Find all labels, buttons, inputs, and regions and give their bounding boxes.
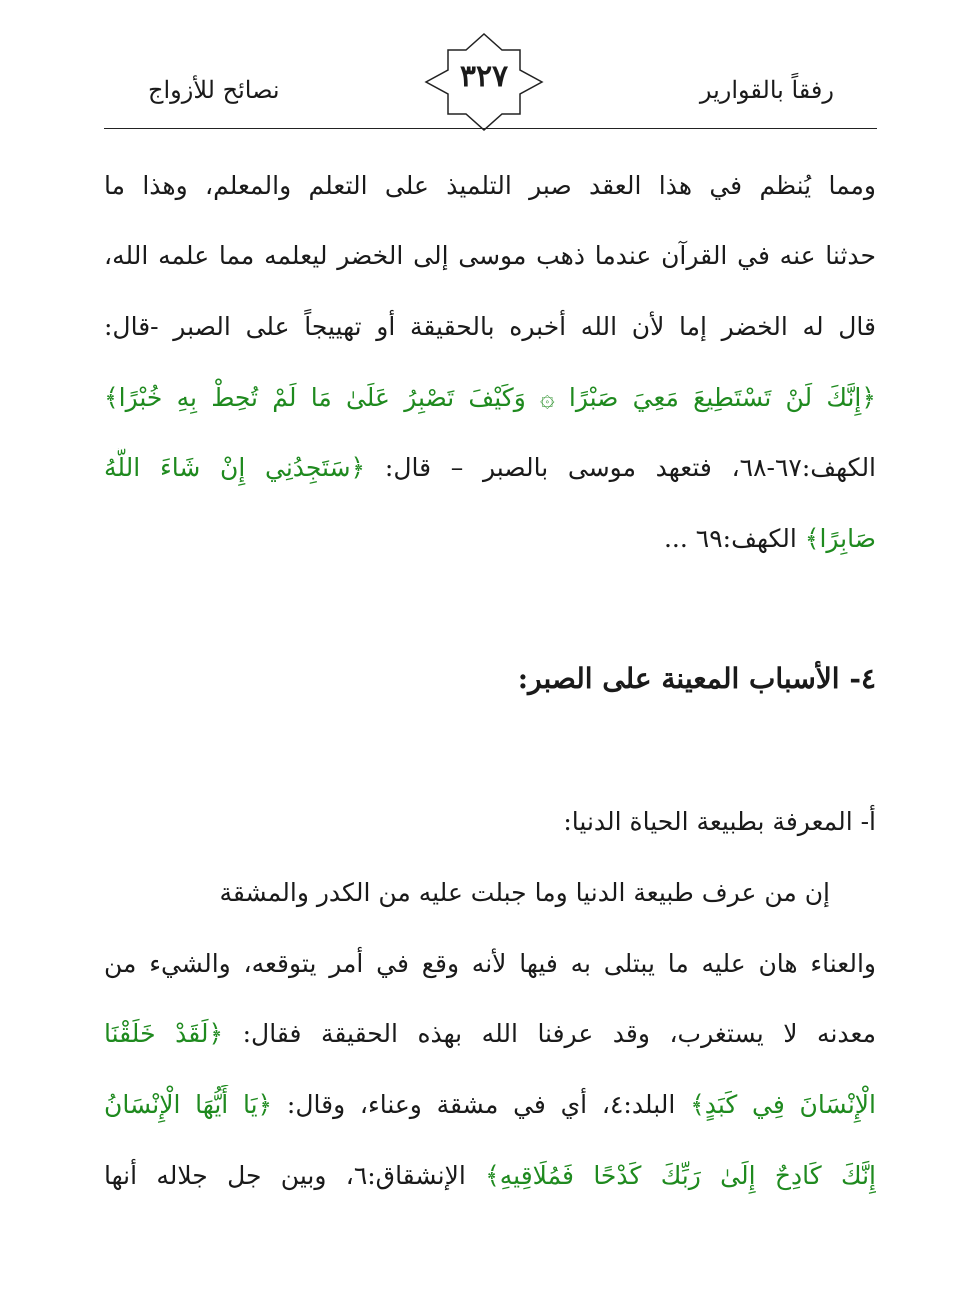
quran-verse: ﴿يَا أَيُّهَا الْإِنْسَانُ	[104, 1090, 273, 1119]
paragraph-line	[104, 519, 876, 559]
header-divider	[104, 128, 877, 129]
paragraph-line: إن من عرف طبيعة الدنيا وما جبلت عليه من الكدر والمشقة	[219, 878, 830, 907]
quran-verse-line: ﴿إِنَّكَ لَنْ تَسْتَطِيعَ مَعِيَ صَبْرًا ۞ وَكَيْفَ تَصْبِرُ عَلَىٰ مَا لَمْ تُحِطْ بِهِ خُبْرًا﴾	[104, 383, 876, 412]
page-number: ٣٢٧	[459, 59, 509, 94]
paragraph-text: معدنه لا يستغرب، وقد عرفنا الله بهذه الحقيقة فقال:	[223, 1019, 876, 1048]
quran-verse: ﴿سَتَجِدُنِي إِنْ شَاءَ اللَّهُ	[104, 453, 366, 482]
paragraph-line	[104, 448, 876, 488]
quran-verse: صَابِرًا﴾	[804, 524, 876, 553]
verse-reference-text: الكهف:٦٧-٦٨، فتعهد موسى بالصبر – قال:	[365, 453, 876, 482]
paragraph-line	[104, 1156, 876, 1196]
paragraph-line: حدثنا عنه في القرآن عندما ذهب موسى إلى الخضر ليعلمه مما علمه الله،	[104, 241, 876, 270]
quran-verse: ﴿لَقَدْ خَلَقْنَا	[104, 1019, 224, 1048]
paragraph-line: والعناء هان عليه ما يبتلى به فيها لأنه وقع في أمر يتوقعه، والشيء من	[104, 949, 876, 978]
verse-reference-text: الإنشقاق:٦، وبين جل جلاله أنها	[104, 1161, 486, 1190]
page-number-badge	[422, 32, 546, 132]
subsection-heading: أ- المعرفة بطبيعة الحياة الدنيا:	[563, 807, 876, 836]
quran-verse: الْإِنْسَانَ فِي كَبَدٍ﴾	[690, 1090, 876, 1119]
paragraph-line: ومما يُنظم في هذا العقد صبر التلميذ على التعلم والمعلم، وهذا ما	[104, 171, 876, 200]
paragraph-line: قال له الخضر إما لأن الله أخبره بالحقيقة أو تهييجاً على الصبر -قال:	[104, 312, 876, 341]
verse-reference-text: الكهف:٦٩ ...	[663, 524, 805, 553]
quran-verse: إِنَّكَ كَادِحٌ إِلَىٰ رَبِّكَ كَدْحًا فَمُلَاقِيهِ﴾	[485, 1161, 876, 1190]
header-section-title: نصائح للأزواج	[148, 76, 280, 104]
paragraph-line	[104, 1014, 876, 1054]
header-book-title: رفقاً بالقوارير	[699, 76, 834, 104]
verse-reference-text: البلد:٤، أي في مشقة وعناء، وقال:	[272, 1090, 691, 1119]
section-heading: ٤- الأسباب المعينة على الصبر:	[517, 662, 876, 695]
paragraph-line	[104, 1085, 876, 1125]
